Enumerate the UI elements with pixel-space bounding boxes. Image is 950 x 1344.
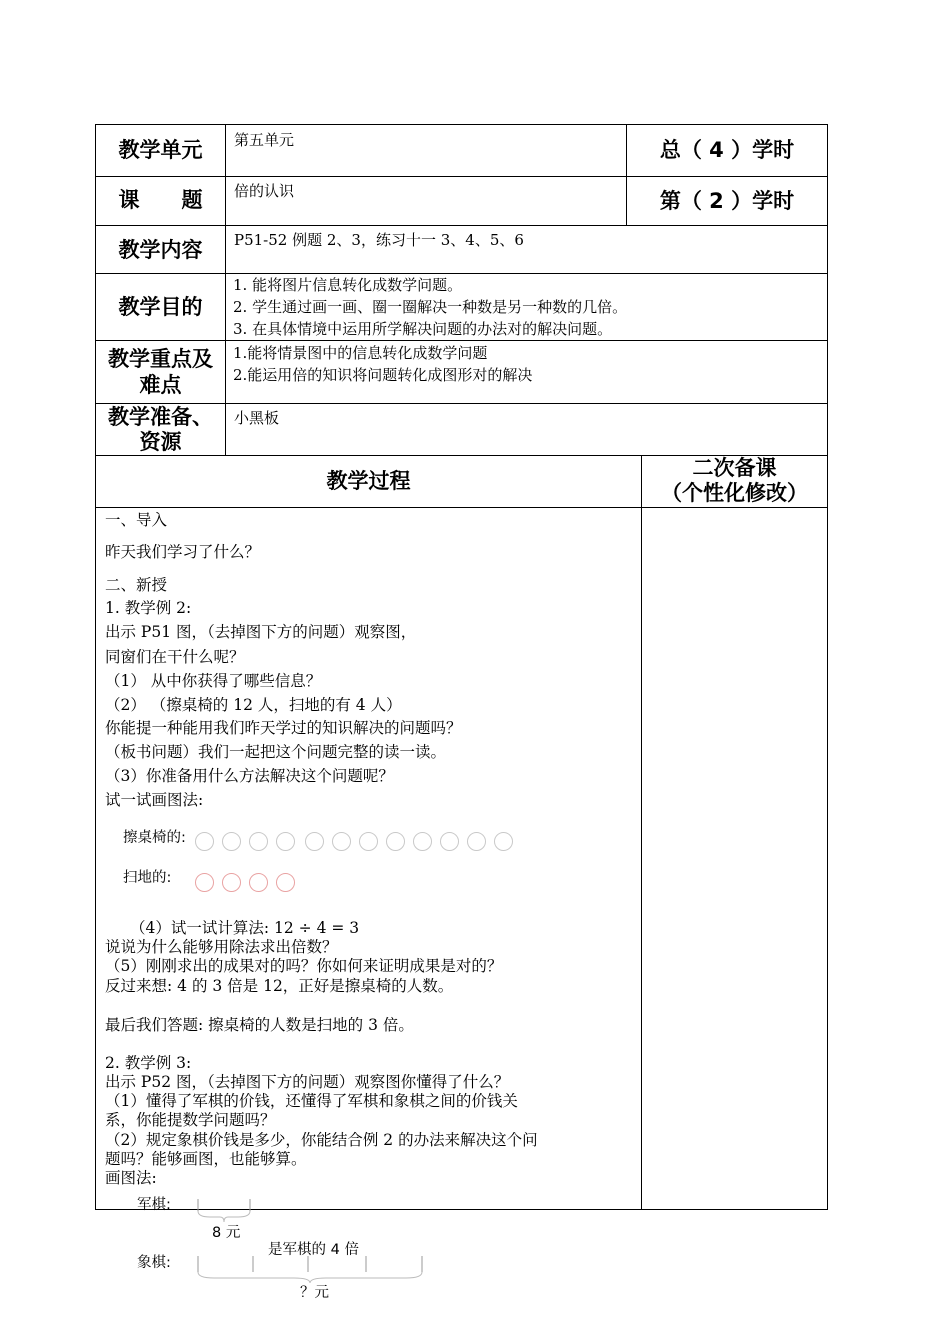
prep-value: 小黑板 <box>234 409 280 427</box>
circle-icon <box>413 832 432 851</box>
circle-icon <box>386 832 405 851</box>
process-line: （3）你准备用什么方法解决这个问题呢？ <box>105 767 394 785</box>
process-line: （板书问题）我们一起把这个问题完整的读一读。 <box>105 743 447 761</box>
process-line: 你能提一种能用我们昨天学过的知识解决的问题吗？ <box>105 719 462 737</box>
xiangqi-note: 是军棋的 4 倍 <box>268 1242 359 1258</box>
process-line: 出示 P52 图，（去掉图下方的问题）观察图你懂得了什么？ <box>105 1073 510 1091</box>
process-line: 出示 P51 图，（去掉图下方的问题）观察图， <box>105 623 417 641</box>
circle-icon <box>359 832 378 851</box>
diagram-label-wipe: 擦桌椅的: <box>123 830 186 846</box>
circle-icon <box>276 873 295 892</box>
topic-label: 课 题 <box>118 188 203 212</box>
process-line: （5）刚刚求出的成果对的吗？你如何来证明成果是对的？ <box>105 957 503 975</box>
process-line: （2）规定象棋价钱是多少，你能结合例 2 的办法来解决这个问 <box>105 1131 538 1149</box>
period: 第（ 2 ）学时 <box>659 189 795 213</box>
xiangqi-label: 象棋: <box>137 1255 171 1271</box>
circle-icon <box>276 832 295 851</box>
process-line: 2. 教学例 3: <box>105 1054 192 1072</box>
junqi-label: 军棋: <box>137 1197 171 1213</box>
process-line: 一、导入 <box>105 511 168 529</box>
secondary-heading-2: （个性化修改） <box>661 481 808 505</box>
key-point-2: 2.能运用倍的知识将问题转化成图形对的解决 <box>233 366 533 384</box>
circle-icon <box>249 873 268 892</box>
circle-icon <box>305 832 324 851</box>
circle-icon <box>467 832 486 851</box>
prep-label-2: 资源 <box>139 430 182 454</box>
process-line: 画图法: <box>105 1169 157 1187</box>
diagram-label-sweep: 扫地的: <box>123 870 172 886</box>
xiangqi-bar <box>190 1250 435 1286</box>
goals-label: 教学目的 <box>118 295 203 319</box>
circle-icon <box>195 873 214 892</box>
process-line: 题吗？能够画图，也能够算。 <box>105 1150 307 1168</box>
process-line: 试一试画图法: <box>105 791 204 809</box>
circle-icon <box>249 832 268 851</box>
circle-icon <box>332 832 351 851</box>
process-line: （1） 从中你获得了哪些信息？ <box>105 672 322 690</box>
process-line: 系，你能提数学问题吗？ <box>105 1111 276 1129</box>
process-line: 1. 教学例 2: <box>105 599 192 617</box>
circle-icon <box>195 832 214 851</box>
process-line: 说说为什么能够用除法求出倍数？ <box>105 938 338 956</box>
unit-value: 第五单元 <box>234 131 295 149</box>
process-line: 二、新授 <box>105 576 168 594</box>
circle-icon <box>440 832 459 851</box>
topic-value: 倍的认识 <box>234 182 295 200</box>
key-point-1: 1.能将情景图中的信息转化成数学问题 <box>233 344 488 362</box>
process-line: 同窗们在干什么呢？ <box>105 648 245 666</box>
circle-icon <box>222 873 241 892</box>
goal-1: 1. 能将图片信息转化成数学问题。 <box>233 276 463 294</box>
key-points-label-2: 难点 <box>139 373 182 397</box>
content-label: 教学内容 <box>118 238 203 262</box>
goal-3: 3. 在具体情境中运用所学解决问题的办法对的解决问题。 <box>233 320 613 338</box>
xiangqi-price: ？元 <box>300 1285 329 1301</box>
junqi-bar <box>190 1195 260 1225</box>
process-line: 反过来想: 4 的 3 倍是 12，正好是擦桌椅的人数。 <box>105 977 454 995</box>
goal-2: 2. 学生通过画一画、圈一圈解决一种数是另一种数的几倍。 <box>233 298 628 316</box>
total-hours: 总（ 4 ）学时 <box>659 138 795 162</box>
unit-label: 教学单元 <box>118 138 203 162</box>
process-heading: 教学过程 <box>326 469 411 493</box>
prep-label-1: 教学准备、 <box>108 405 213 429</box>
junqi-price: 8 元 <box>212 1225 241 1241</box>
content-value: P51-52 例题 2、3，练习十一 3、4、5、6 <box>234 231 524 249</box>
process-line: 最后我们答题: 擦桌椅的人数是扫地的 3 倍。 <box>105 1016 414 1034</box>
circle-icon <box>494 832 513 851</box>
process-line: （4）试一试计算法: 12 ÷ 4 = 3 <box>130 919 360 937</box>
process-line: （1）懂得了军棋的价钱，还懂得了军棋和象棋之间的价钱关 <box>105 1092 518 1110</box>
process-line: （2） （擦桌椅的 12 人，扫地的有 4 人） <box>105 696 402 714</box>
circle-icon <box>222 832 241 851</box>
key-points-label-1: 教学重点及 <box>108 347 213 371</box>
secondary-heading-1: 二次备课 <box>692 456 777 480</box>
process-line: 昨天我们学习了什么？ <box>105 543 261 561</box>
